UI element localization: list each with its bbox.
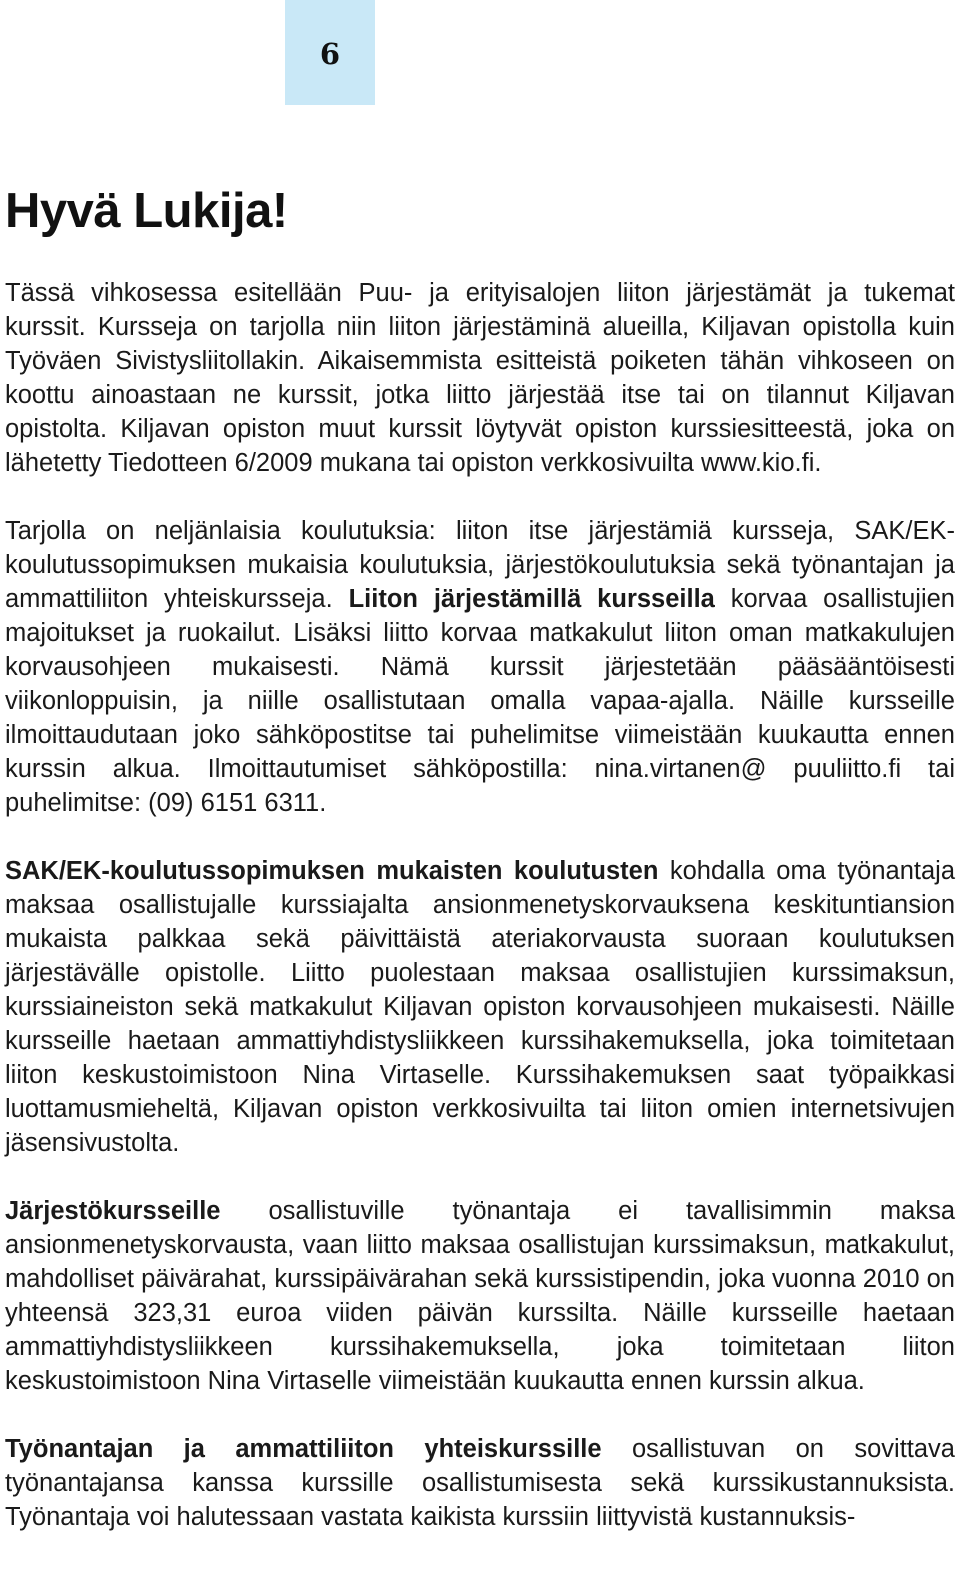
paragraph-intro [5, 276, 955, 480]
page-number: 6 [319, 36, 341, 71]
paragraph-text: Tässä vihkosessa esitellään Puu- ja erityisalojen liiton järjestämät ja tukemat kurssit. Kursseja on tarjolla niin liiton järjestäminä alueilla, Kiljavan opistolla kuin Työväen Sivistysliitollakin. Aikaisemmista esitteistä poiketen tähän vihkoseen on koottu ainoastaan ne kurssit, jotka liitto järjestää itse tai on tilannut Kiljavan opistolta. Kiljavan opiston muut kurssit löytyvät opiston kurssiesitteestä, joka on lähetetty Tiedotteen 6/2009 mukana tai opiston verkkosivuilta www.kio.fi. [5, 279, 955, 477]
paragraph-text: kohdalla oma työnantaja maksaa osallistujalle kurssiajalta ansionmenetyskorvauksena keskituntiansion mukaista palkkaa sekä päivittäistä ateriakorvausta suoraan koulutuksen järjestävälle opistolle. Liitto puolestaan maksaa osallistujien kurssimaksun, kurssiaineiston sekä matkakulut Kiljavan opiston korvausohjeen mukaisesti. Näille kursseille haetaan ammattiyhdistysliikkeen kurssihakemuksella, joka toimitetaan liiton keskustoimistoon Nina Virtaselle. Kurssihakemuksen saat työpaikkasi luottamusmieheltä, Kiljavan opiston verkkosivuilta tai liiton omien internetsivujen jäsensivustolta. [5, 857, 955, 1157]
body-text [5, 276, 955, 1568]
paragraph-intro-text: Tarjolla on neljänlaisia koulutuksia: liiton itse järjestämiä kursseja, SAK/EK-koulutussopimuksen mukaisia koulutuksia, järjestökoulutuksia sekä työnantajan ja ammattiliiton yhteiskursseja. [5, 517, 955, 613]
paragraph-text: osallistuvan on sovittava työnantajansa kanssa kurssille osallistumisesta sekä kurssikustannuksista. Työnantaja voi halutessaan vastata kaikista kurssiin liittyvistä kustannuksis- [5, 1435, 955, 1531]
paragraph-lead: Työnantajan ja ammattiliiton yhteiskurssille [5, 1435, 602, 1463]
paragraph-text: korvaa osallistujien majoitukset ja ruokailut. Lisäksi liitto korvaa matkakulut liiton oman matkakulujen korvausohjeen mukaisesti. Nämä kurssit järjestetään pääsääntöisesti viikonloppuisin, ja niille osallistutaan omalla vapaa-ajalla. Näille kursseille ilmoittaudutaan joko sähköpostitse tai puhelimitse viimeistään kuukautta ennen kurssin alkua. Ilmoittautumiset sähköpostilla: nina.virtanen@ puuliitto.fi tai puhelimitse: (09) 6151 6311. [5, 585, 955, 817]
page-title: Hyvä Lukija! [5, 184, 288, 238]
paragraph-lead: SAK/EK-koulutussopimuksen mukaisten koulutusten [5, 857, 659, 885]
paragraph-text: osallistuville työnantaja ei tavallisimmin maksa ansionmenetyskorvausta, vaan liitto maksaa osallistujan kurssimaksun, matkakulut, mahdolliset päivärahat, kurssipäivärahan sekä kurssistipendin, joka vuonna 2010 on yhteensä 323,31 euroa viiden päivän kurssilta. Näille kursseille haetaan ammattiyhdistysliikkeen kurssihakemuksella, joka toimitetaan liiton keskustoimistoon Nina Virtaselle viimeistään kuukautta ennen kurssin alkua. [5, 1197, 955, 1395]
paragraph-sak-ek [5, 854, 955, 1160]
paragraph-organization-courses [5, 1194, 955, 1398]
paragraph-lead: Liiton järjestämillä kursseilla [348, 585, 715, 613]
paragraph-lead: Järjestökursseille [5, 1197, 221, 1225]
paragraph-course-types [5, 514, 955, 820]
paragraph-joint-courses [5, 1432, 955, 1534]
page-number-tab [285, 0, 375, 105]
